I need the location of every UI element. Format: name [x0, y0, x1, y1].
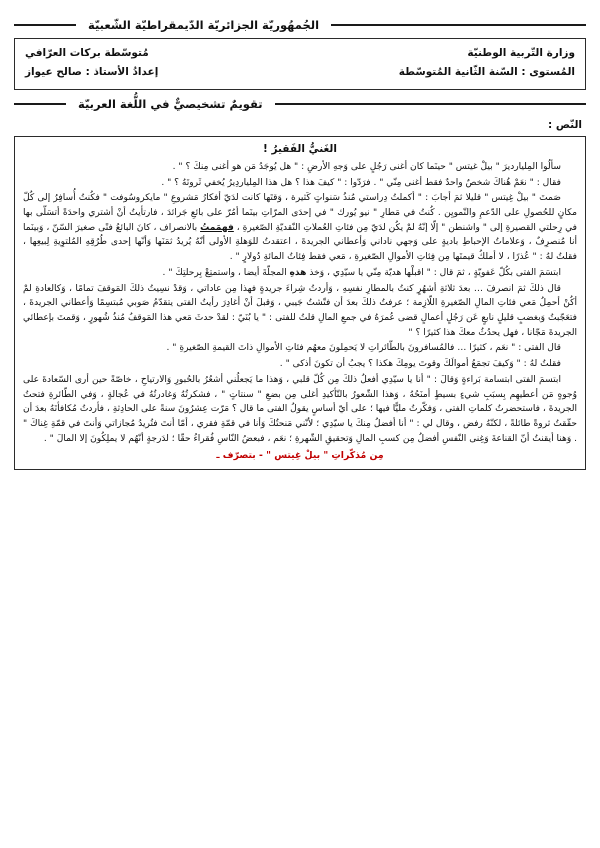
teacher-label: إعدادُ الأستاذ : صالح عيواز — [25, 66, 159, 79]
paragraph: قال ذلكَ ثمَ انصرفَ … بعدَ ثلاثةِ أشهُرٍ كنتُ بالمطارِ نفسِهِ ، وَأردتُ شِراءَ جريدةٍ فهذا مِن عاداتي ، وَقدْ نسِيتُ ذلكَ المَوقفَ تمامًا ، وَكالعادةِ لمْ أكُنْ أحمِلُ مَعي فئاتِ المالِ الصّغيرةِ اللّازِمة ؛ عرفتُ ذلكَ بعدَ أن فتّشتُ جَيبي ، وَقبلَ أنْ أغادِرَ رأيتُ الفتى يتقدّمُ صَوبي مُبتسِمًا وَأعطاني الجريدةَ ، فتعَجّبتُ وَبغضبٍ قليلٍ نابعٍ عَن رَجُلٍ أعمالٍ قضى عُمرَهُ في جمعِ المالِ قلتُ للفتى : " يا بُنَيّ : لقدْ حدثَ مَعي هذا المَوقفُ مُنذُ شُهورٍ ، وَقمتَ بإعطائي الجريدةَ مَجّانا ، فهل يحدُثُ معكَ هذا كثيرًا ؟ " — [23, 283, 577, 338]
text-attribution: مِن مُذكّراتِ " بيلْ غِيتس " - بتصرّف ـ — [216, 449, 384, 461]
text-paragraphs — [23, 160, 577, 447]
text-title: الغَنيُّ الفَقيرُ ! — [263, 142, 337, 155]
paragraph: ابتسمَ الفتى ابتسامة بَراءةٍ وَقالَ : " أنا يا سيّدِي أفعلُ ذلكَ مِن كُلّ قلبي ، وَهذا ما يَجعلُني أشعُرُ بالحُبورِ وَالارتياحِ ، خاصّةً حين أرى السّعادةَ على وُجوهٍ مَن أعطيهِم بِسبَبِ شيءٍ بسيطٍ أمنَحُهُ ، وَهذا الشّعورُ بالتّأكيدِ أغلى مِن بضعِ " سنتاتٍ " ، فشكرتُهُ وَغادرتُهُ في عُجالةٍ ، وَفي الطّائرةِ فتحتُ الجريدةَ ، فاستحضرتُ كلماتِ الفتى ، وَفكّرتُ مليًّا فيها ؛ على أيّ أساسٍ يقولُ الفتى ما قال ؟ مَرّت عِشرُونَ سنةً على الحادِثةِ ، فأردتُ مُكافأتَهُ بعدَ أن حقّقتُ ثروةً طائلةً ، لكنّهُ رفض ، وقال لي : " أنا أفضلُ مِنكَ يا سيّدِي ؛ لأنّني مَنحتُكَ وَأنا في قمّةِ فقري ، أمّا أنتَ فتُريدُ مُجازاتي وَأنتَ في قمّةِ غِناكَ " . وَهنا أيقنتُ أنّ القناعةَ وَغِنى النّفسِ أفضلُ مِن كسبِ المالِ وَتحقيقِ الشّهرةِ ؛ نعَم ، فبعضُ النّاسِ فُقراءُ حقّا ؛ لدَرجةٍ أنّهُم لا يملِكُونَ إلا المالَ " . — [23, 374, 577, 444]
paragraph: ابتسَمَ الفتى بكُلّ عَفويّةٍ ، ثمَ قال : " اقبلْها هديّة مِنّي يا سيّدِي ، وَخذ هذهِ المجلّةَ أيضا ، واستمتِعْ بِرحلتِكَ " . — [162, 267, 561, 278]
identity-row-level — [25, 63, 575, 82]
subtitle-banner — [14, 97, 586, 111]
identity-box — [14, 38, 586, 90]
ministry-label: وزارة التّربية الوطنيّة — [467, 47, 575, 59]
paragraph: سألُوا المِليارديرَ " بيلْ غيتس " حينَما كان أغنى رَجُلٍ على وَجهِ الأرضِ : " هل يُوجَدُ مَن هو أغنى مِنكَ ؟ " . — [172, 161, 561, 172]
reading-text-frame — [14, 136, 586, 470]
identity-row-ministry — [25, 44, 575, 63]
section-label-text: النّص : — [547, 118, 582, 131]
paragraph: فقال : " نعَمْ هُناكَ شخصٌ واحدٌ فقط أغنى مِنّي " . فرَدّوا : " كيفَ هذا ؟ هل هذا المِلياردِيرُ يُخفي ثَروتَهُ ؟ " . — [161, 177, 561, 188]
subtitle-rule-left — [14, 103, 66, 105]
republic-banner — [14, 18, 586, 32]
banner-rule-right — [331, 24, 586, 26]
banner-rule-left — [14, 24, 76, 26]
republic-title: الجُمهُوريّة الجزائريّة الدّيمقراطيّة الشّعبيّة — [88, 18, 320, 32]
paragraph: فقلتُ لهُ : " وَكيفَ تجمَعُ أموالَكَ وقوتَ يومِكَ هكذا ؟ يجبُ أن تكونَ أذكى " . — [279, 359, 561, 370]
document-subtitle: تقويمٌ تشخيصيٌّ في اللُّغة العربيّة — [78, 96, 263, 111]
subtitle-rule-right — [275, 103, 586, 105]
level-label: المُستوى : السّنة الثّانية المُتوسّطة — [398, 66, 575, 79]
paragraph: صَمتَ " بيلْ غِيتس " قليلا ثمَ أجابَ : " أكملتُ دِراستي مُنذُ سَنواتٍ كَثيرة ، وَقتَها كانت لدَيّ أفكارُ مَشروعِ " مايكروسُوفت " فكُنتُ أُسافِرُ إلى كُلّ مكانٍ للحُصولِ على الدّعمِ والتّمويِن . كُنتُ في مَطارِ " نيو يُورك " في إحدَى المرّاتِ بينَما أمُرّ على بائعِ جَرائدَ ، فارتأيتُ أنْ أشتري واحدَةً أتسَلّى بها في رِحلتي القصيرةِ إلى " واشنطن " إلّا إنّهُ لمْ يكُن لدَيّ مِن فئاتِ العُملاتِ النّقديّةِ الصّغيرةِ ، فهمَمتُ بالانصراف ، كانَ البائعُ فتًى صغيرَ السّنّ ، وَبينَما أنا مُنصرِفٌ ، وَعلاماتُ الإحباطِ باديةٍ على وَجهي ناداني وَأعطاني الجريدةَ ، اعتقدتُ للوَهلةِ الأولى أنّهُ يُريدُ ثمَنَها وَأنّها إحدى طُرُقِهِ المُلتوِيةِ لِبيعِها ، فقلتُ لهُ : " عُذرًا ، لا أملكُ قيمتَها مِن فِئاتِ الأموالِ الصّغيرةِ ، مَعي فقط فِئاتُ المائةِ دُولارٍ " . — [23, 193, 577, 263]
school-label: مُتوسّطة بركات العرّافي — [25, 47, 149, 59]
paragraph: قال الفتى : " نعَم ، كثيرًا … فالمُسافرونَ بالطّائراتِ لا يَحمِلونَ معهُم فئاتِ الأموالِ ذاتَ القيمةِ الصّغيرةِ " . — [166, 343, 561, 354]
